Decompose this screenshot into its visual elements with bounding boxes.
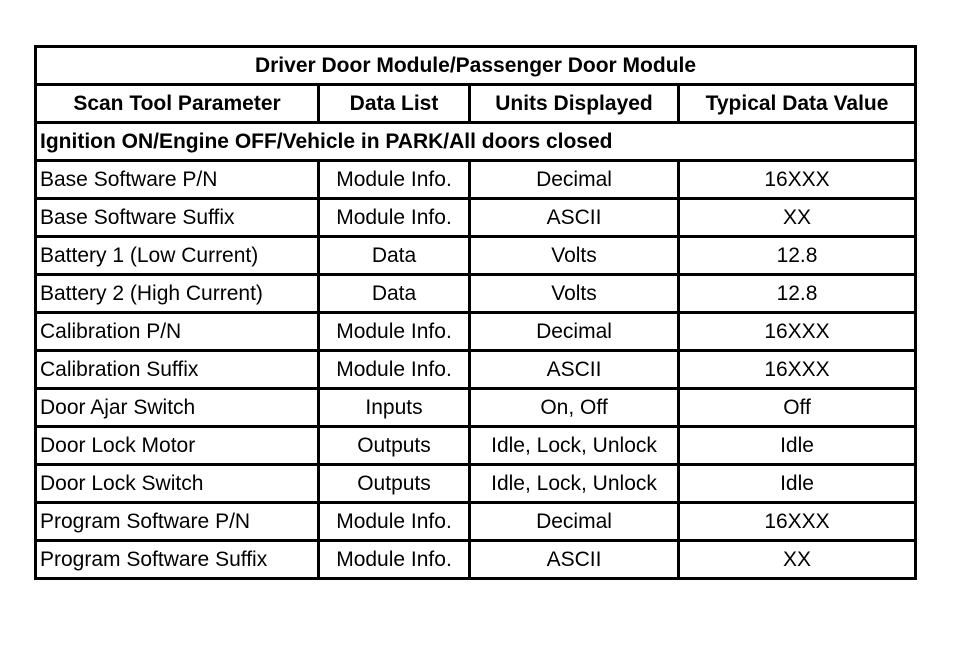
- typical-value-cell: 16XXX: [679, 161, 916, 199]
- typical-value-cell: Idle: [679, 427, 916, 465]
- units-cell: Decimal: [470, 161, 679, 199]
- table-title-row: [36, 47, 916, 85]
- data-list-cell: Data: [319, 275, 470, 313]
- typical-value-cell: XX: [679, 541, 916, 579]
- parameter-cell: Program Software P/N: [36, 503, 319, 541]
- parameter-cell: Calibration P/N: [36, 313, 319, 351]
- data-list-cell: Outputs: [319, 427, 470, 465]
- parameter-cell: Battery 2 (High Current): [36, 275, 319, 313]
- table-title: Driver Door Module/Passenger Door Module: [36, 47, 916, 85]
- data-list-cell: Module Info.: [319, 351, 470, 389]
- header-data-list: Data List: [319, 85, 470, 123]
- parameter-cell: Base Software Suffix: [36, 199, 319, 237]
- table-row: [36, 389, 916, 427]
- units-cell: Idle, Lock, Unlock: [470, 427, 679, 465]
- table-row: [36, 313, 916, 351]
- table-body: [36, 161, 916, 579]
- parameter-cell: Door Lock Switch: [36, 465, 319, 503]
- data-list-cell: Module Info.: [319, 199, 470, 237]
- units-cell: ASCII: [470, 541, 679, 579]
- table-row: [36, 199, 916, 237]
- table-row: [36, 541, 916, 579]
- table-row: [36, 465, 916, 503]
- table-row: [36, 427, 916, 465]
- units-cell: On, Off: [470, 389, 679, 427]
- test-condition: Ignition ON/Engine OFF/Vehicle in PARK/All doors closed: [36, 123, 916, 161]
- table-row: [36, 161, 916, 199]
- typical-value-cell: 12.8: [679, 275, 916, 313]
- units-cell: Volts: [470, 237, 679, 275]
- typical-value-cell: XX: [679, 199, 916, 237]
- data-list-cell: Module Info.: [319, 161, 470, 199]
- typical-value-cell: Off: [679, 389, 916, 427]
- units-cell: Idle, Lock, Unlock: [470, 465, 679, 503]
- parameter-cell: Program Software Suffix: [36, 541, 319, 579]
- parameter-cell: Base Software P/N: [36, 161, 319, 199]
- units-cell: Decimal: [470, 313, 679, 351]
- scan-tool-data-table: [34, 45, 917, 580]
- data-list-cell: Inputs: [319, 389, 470, 427]
- data-list-cell: Module Info.: [319, 541, 470, 579]
- units-cell: ASCII: [470, 351, 679, 389]
- header-typical-data-value: Typical Data Value: [679, 85, 916, 123]
- header-units-displayed: Units Displayed: [470, 85, 679, 123]
- table-row: [36, 351, 916, 389]
- table-row: [36, 503, 916, 541]
- table-row: [36, 275, 916, 313]
- table-header-row: [36, 85, 916, 123]
- condition-row: [36, 123, 916, 161]
- units-cell: ASCII: [470, 199, 679, 237]
- parameter-cell: Calibration Suffix: [36, 351, 319, 389]
- units-cell: Volts: [470, 275, 679, 313]
- data-list-cell: Data: [319, 237, 470, 275]
- typical-value-cell: 16XXX: [679, 503, 916, 541]
- typical-value-cell: Idle: [679, 465, 916, 503]
- data-list-cell: Module Info.: [319, 503, 470, 541]
- data-list-cell: Module Info.: [319, 313, 470, 351]
- parameter-cell: Door Lock Motor: [36, 427, 319, 465]
- typical-value-cell: 16XXX: [679, 351, 916, 389]
- typical-value-cell: 16XXX: [679, 313, 916, 351]
- parameter-cell: Door Ajar Switch: [36, 389, 319, 427]
- units-cell: Decimal: [470, 503, 679, 541]
- parameter-cell: Battery 1 (Low Current): [36, 237, 319, 275]
- header-scan-tool-parameter: Scan Tool Parameter: [36, 85, 319, 123]
- table-row: [36, 237, 916, 275]
- typical-value-cell: 12.8: [679, 237, 916, 275]
- data-list-cell: Outputs: [319, 465, 470, 503]
